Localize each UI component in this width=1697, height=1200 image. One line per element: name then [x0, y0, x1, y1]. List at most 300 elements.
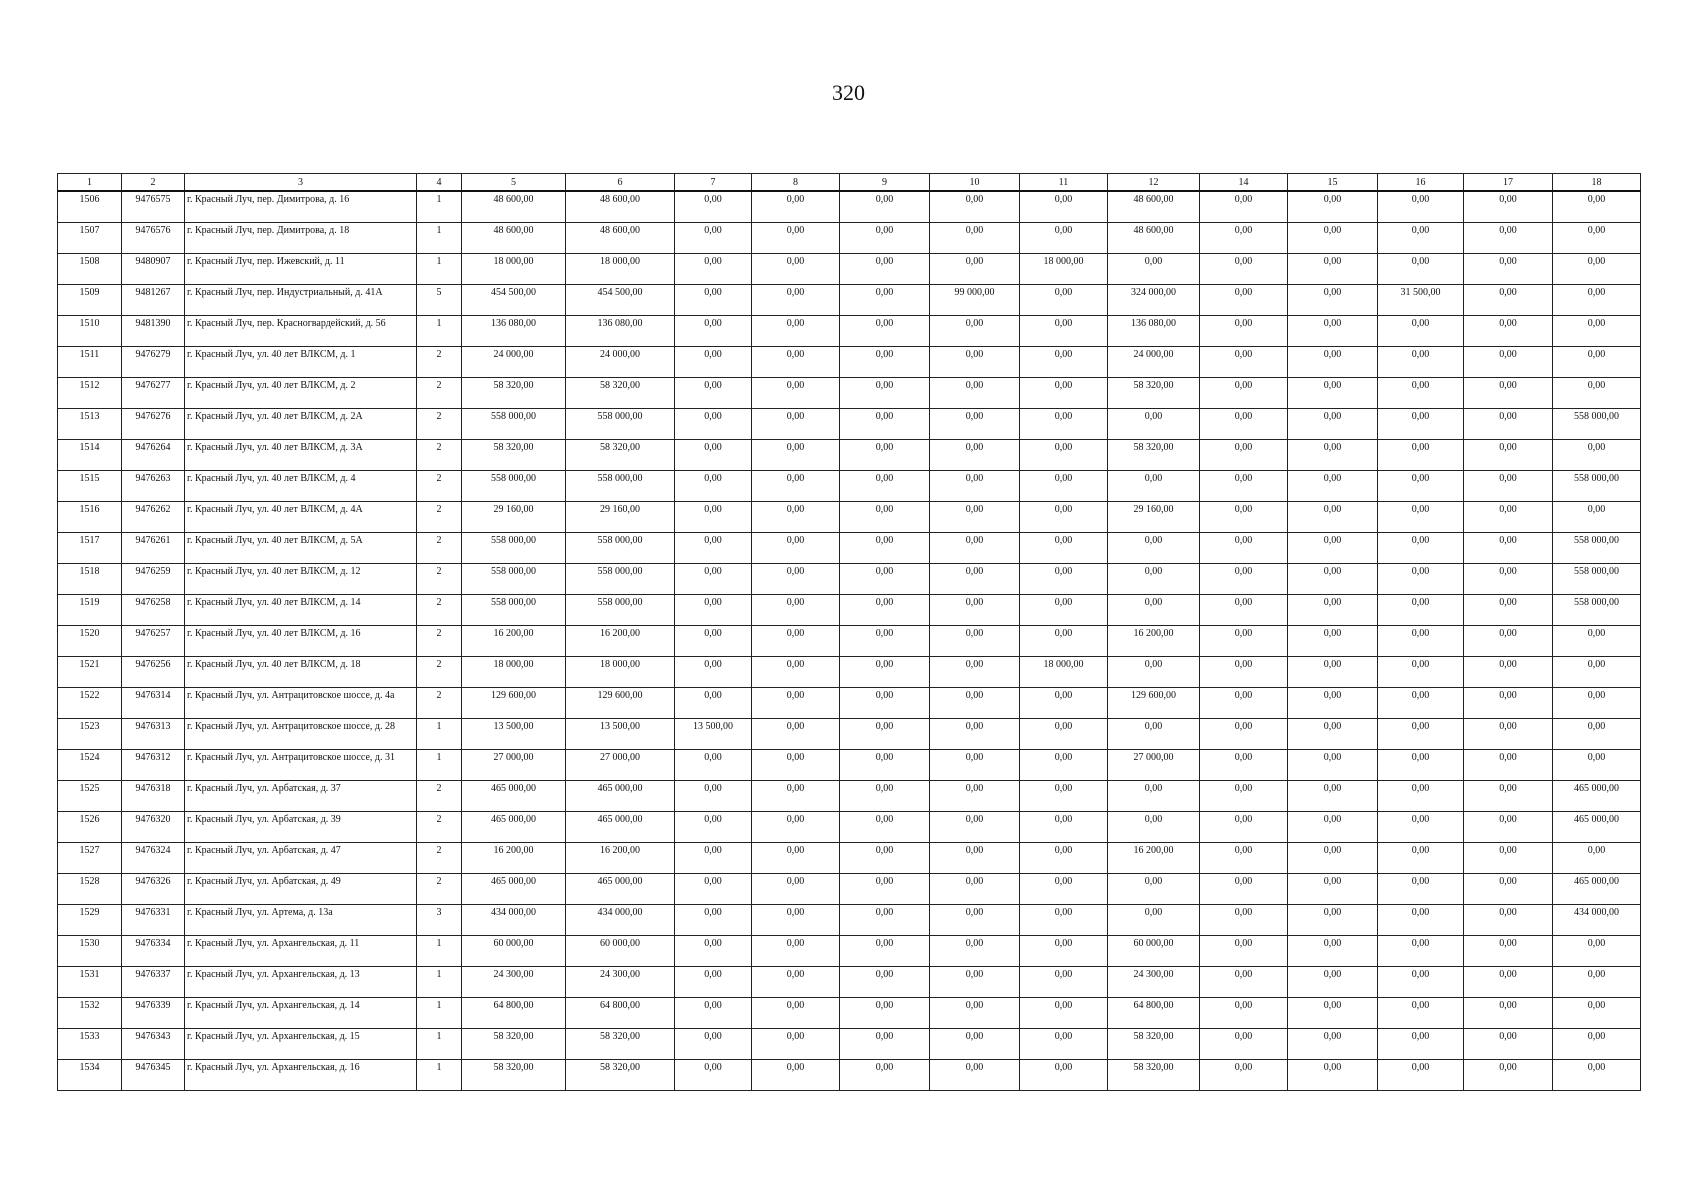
value-cell: 0,00 — [930, 315, 1020, 346]
value-cell: 0,00 — [1200, 842, 1288, 873]
value-cell: 0,00 — [1553, 191, 1641, 222]
value-cell: 0,00 — [1464, 501, 1553, 532]
row-number-cell: 1527 — [58, 842, 122, 873]
value-cell: 0,00 — [1200, 408, 1288, 439]
address-cell: г. Красный Луч, ул. 40 лет ВЛКСМ, д. 4 — [185, 470, 417, 501]
value-cell: 0,00 — [1553, 315, 1641, 346]
column-header: 15 — [1288, 174, 1378, 192]
row-number-cell: 1529 — [58, 904, 122, 935]
value-cell: 0,00 — [1378, 656, 1464, 687]
value-cell: 0,00 — [675, 408, 752, 439]
address-cell: г. Красный Луч, ул. Антрацитовское шоссе, д. 31 — [185, 749, 417, 780]
value-cell: 0,00 — [752, 532, 840, 563]
column-header: 7 — [675, 174, 752, 192]
address-cell: г. Красный Луч, ул. Архангельская, д. 11 — [185, 935, 417, 966]
value-cell: 0,00 — [1464, 904, 1553, 935]
value-cell: 0,00 — [675, 563, 752, 594]
value-cell: 0,00 — [1020, 873, 1108, 904]
value-cell: 18 000,00 — [566, 656, 675, 687]
value-cell: 0,00 — [1288, 594, 1378, 625]
table-row — [58, 563, 1641, 594]
value-cell: 0,00 — [1288, 253, 1378, 284]
value-cell: 0,00 — [1200, 966, 1288, 997]
value-cell: 0,00 — [1020, 811, 1108, 842]
value-cell: 2 — [417, 532, 462, 563]
value-cell: 434 000,00 — [566, 904, 675, 935]
value-cell: 0,00 — [1553, 346, 1641, 377]
value-cell: 0,00 — [1378, 470, 1464, 501]
value-cell: 0,00 — [1464, 222, 1553, 253]
value-cell: 558 000,00 — [566, 408, 675, 439]
value-cell: 0,00 — [1378, 1028, 1464, 1059]
value-cell: 0,00 — [1288, 811, 1378, 842]
value-cell: 0,00 — [930, 780, 1020, 811]
value-cell: 64 800,00 — [1108, 997, 1200, 1028]
value-cell: 0,00 — [1378, 997, 1464, 1028]
value-cell: 0,00 — [752, 625, 840, 656]
value-cell: 0,00 — [930, 997, 1020, 1028]
value-cell: 0,00 — [1020, 470, 1108, 501]
value-cell: 31 500,00 — [1378, 284, 1464, 315]
row-number-cell: 1528 — [58, 873, 122, 904]
value-cell: 0,00 — [1020, 346, 1108, 377]
value-cell: 558 000,00 — [1553, 470, 1641, 501]
value-cell: 0,00 — [1020, 191, 1108, 222]
table-row — [58, 408, 1641, 439]
value-cell: 0,00 — [1200, 470, 1288, 501]
value-cell: 0,00 — [840, 1028, 930, 1059]
value-cell: 465 000,00 — [566, 811, 675, 842]
address-cell: г. Красный Луч, ул. 40 лет ВЛКСМ, д. 2 — [185, 377, 417, 408]
value-cell: 0,00 — [840, 966, 930, 997]
value-cell: 0,00 — [675, 222, 752, 253]
object-code-cell: 9476326 — [122, 873, 185, 904]
value-cell: 0,00 — [752, 346, 840, 377]
value-cell: 2 — [417, 811, 462, 842]
value-cell: 0,00 — [1378, 408, 1464, 439]
value-cell: 0,00 — [1200, 501, 1288, 532]
table-row — [58, 439, 1641, 470]
row-number-cell: 1526 — [58, 811, 122, 842]
value-cell: 0,00 — [1200, 811, 1288, 842]
value-cell: 0,00 — [752, 253, 840, 284]
value-cell: 0,00 — [1288, 470, 1378, 501]
object-code-cell: 9476312 — [122, 749, 185, 780]
object-code-cell: 9480907 — [122, 253, 185, 284]
value-cell: 0,00 — [752, 687, 840, 718]
column-header: 3 — [185, 174, 417, 192]
value-cell: 0,00 — [1200, 904, 1288, 935]
value-cell: 558 000,00 — [462, 470, 566, 501]
value-cell: 2 — [417, 377, 462, 408]
value-cell: 0,00 — [1464, 191, 1553, 222]
value-cell: 1 — [417, 253, 462, 284]
value-cell: 0,00 — [1200, 687, 1288, 718]
table-row — [58, 1059, 1641, 1090]
value-cell: 465 000,00 — [1553, 873, 1641, 904]
value-cell: 0,00 — [675, 997, 752, 1028]
value-cell: 16 200,00 — [462, 625, 566, 656]
value-cell: 0,00 — [675, 470, 752, 501]
value-cell: 58 320,00 — [566, 439, 675, 470]
value-cell: 0,00 — [752, 718, 840, 749]
object-code-cell: 9476257 — [122, 625, 185, 656]
value-cell: 48 600,00 — [566, 222, 675, 253]
value-cell: 0,00 — [1464, 253, 1553, 284]
value-cell: 0,00 — [840, 346, 930, 377]
object-code-cell: 9476258 — [122, 594, 185, 625]
value-cell: 0,00 — [1288, 439, 1378, 470]
object-code-cell: 9476343 — [122, 1028, 185, 1059]
value-cell: 0,00 — [840, 191, 930, 222]
value-cell: 0,00 — [840, 532, 930, 563]
value-cell: 0,00 — [1553, 253, 1641, 284]
value-cell: 0,00 — [930, 718, 1020, 749]
value-cell: 0,00 — [1464, 439, 1553, 470]
page-number: 320 — [832, 80, 865, 105]
value-cell: 0,00 — [930, 253, 1020, 284]
address-cell: г. Красный Луч, ул. Архангельская, д. 16 — [185, 1059, 417, 1090]
value-cell: 0,00 — [1020, 966, 1108, 997]
column-header: 4 — [417, 174, 462, 192]
value-cell: 454 500,00 — [462, 284, 566, 315]
value-cell: 0,00 — [1553, 997, 1641, 1028]
value-cell: 0,00 — [1108, 470, 1200, 501]
value-cell: 0,00 — [1378, 1059, 1464, 1090]
object-code-cell: 9481390 — [122, 315, 185, 346]
value-cell: 1 — [417, 222, 462, 253]
row-number-cell: 1512 — [58, 377, 122, 408]
table-row — [58, 253, 1641, 284]
row-number-cell: 1516 — [58, 501, 122, 532]
address-cell: г. Красный Луч, ул. Архангельская, д. 15 — [185, 1028, 417, 1059]
value-cell: 0,00 — [1288, 935, 1378, 966]
value-cell: 1 — [417, 749, 462, 780]
row-number-cell: 1513 — [58, 408, 122, 439]
object-code-cell: 9476263 — [122, 470, 185, 501]
value-cell: 0,00 — [752, 656, 840, 687]
value-cell: 0,00 — [675, 1059, 752, 1090]
row-number-cell: 1524 — [58, 749, 122, 780]
value-cell: 0,00 — [1020, 501, 1108, 532]
row-number-cell: 1534 — [58, 1059, 122, 1090]
value-cell: 2 — [417, 625, 462, 656]
value-cell: 0,00 — [1378, 904, 1464, 935]
value-cell: 0,00 — [1464, 873, 1553, 904]
value-cell: 0,00 — [1200, 594, 1288, 625]
value-cell: 0,00 — [1200, 873, 1288, 904]
value-cell: 0,00 — [1288, 718, 1378, 749]
value-cell: 0,00 — [1108, 873, 1200, 904]
address-cell: г. Красный Луч, ул. 40 лет ВЛКСМ, д. 5А — [185, 532, 417, 563]
value-cell: 434 000,00 — [1553, 904, 1641, 935]
value-cell: 0,00 — [1288, 346, 1378, 377]
value-cell: 465 000,00 — [566, 780, 675, 811]
row-number-cell: 1517 — [58, 532, 122, 563]
column-header: 5 — [462, 174, 566, 192]
value-cell: 0,00 — [1108, 718, 1200, 749]
value-cell: 0,00 — [1020, 377, 1108, 408]
value-cell: 0,00 — [675, 501, 752, 532]
value-cell: 0,00 — [1378, 687, 1464, 718]
value-cell: 0,00 — [752, 470, 840, 501]
value-cell: 558 000,00 — [1553, 408, 1641, 439]
address-cell: г. Красный Луч, ул. Архангельская, д. 14 — [185, 997, 417, 1028]
value-cell: 465 000,00 — [566, 873, 675, 904]
value-cell: 0,00 — [1200, 346, 1288, 377]
value-cell: 0,00 — [1020, 563, 1108, 594]
register-table — [57, 173, 1641, 1091]
row-number-cell: 1520 — [58, 625, 122, 656]
value-cell: 558 000,00 — [1553, 532, 1641, 563]
value-cell: 0,00 — [1553, 625, 1641, 656]
object-code-cell: 9476345 — [122, 1059, 185, 1090]
object-code-cell: 9476314 — [122, 687, 185, 718]
value-cell: 0,00 — [1464, 780, 1553, 811]
value-cell: 0,00 — [675, 532, 752, 563]
value-cell: 64 800,00 — [462, 997, 566, 1028]
table-row — [58, 501, 1641, 532]
table-row — [58, 811, 1641, 842]
value-cell: 0,00 — [675, 284, 752, 315]
value-cell: 0,00 — [1288, 780, 1378, 811]
value-cell: 0,00 — [1108, 656, 1200, 687]
value-cell: 64 800,00 — [566, 997, 675, 1028]
value-cell: 0,00 — [840, 873, 930, 904]
value-cell: 1 — [417, 1059, 462, 1090]
table-row — [58, 749, 1641, 780]
value-cell: 0,00 — [930, 1028, 1020, 1059]
value-cell: 0,00 — [1108, 594, 1200, 625]
value-cell: 0,00 — [1464, 408, 1553, 439]
table-body — [58, 191, 1641, 1090]
value-cell: 0,00 — [1020, 997, 1108, 1028]
value-cell: 0,00 — [1020, 904, 1108, 935]
object-code-cell: 9476262 — [122, 501, 185, 532]
value-cell: 0,00 — [675, 842, 752, 873]
value-cell: 0,00 — [1378, 935, 1464, 966]
value-cell: 0,00 — [752, 904, 840, 935]
address-cell: г. Красный Луч, ул. Артема, д. 13а — [185, 904, 417, 935]
value-cell: 0,00 — [1108, 253, 1200, 284]
value-cell: 0,00 — [1020, 749, 1108, 780]
value-cell: 0,00 — [1378, 501, 1464, 532]
value-cell: 0,00 — [840, 842, 930, 873]
object-code-cell: 9476339 — [122, 997, 185, 1028]
value-cell: 0,00 — [1288, 904, 1378, 935]
value-cell: 0,00 — [1553, 1059, 1641, 1090]
table-row — [58, 284, 1641, 315]
value-cell: 0,00 — [1020, 1028, 1108, 1059]
row-number-cell: 1519 — [58, 594, 122, 625]
value-cell: 0,00 — [930, 346, 1020, 377]
value-cell: 0,00 — [1200, 439, 1288, 470]
address-cell: г. Красный Луч, ул. 40 лет ВЛКСМ, д. 14 — [185, 594, 417, 625]
value-cell: 13 500,00 — [675, 718, 752, 749]
value-cell: 465 000,00 — [462, 873, 566, 904]
value-cell: 0,00 — [1200, 222, 1288, 253]
value-cell: 58 320,00 — [462, 1059, 566, 1090]
value-cell: 465 000,00 — [1553, 780, 1641, 811]
value-cell: 0,00 — [930, 408, 1020, 439]
value-cell: 0,00 — [752, 191, 840, 222]
value-cell: 3 — [417, 904, 462, 935]
value-cell: 136 080,00 — [1108, 315, 1200, 346]
value-cell: 0,00 — [1288, 1059, 1378, 1090]
row-number-cell: 1531 — [58, 966, 122, 997]
value-cell: 0,00 — [840, 315, 930, 346]
column-header: 10 — [930, 174, 1020, 192]
value-cell: 0,00 — [1200, 253, 1288, 284]
value-cell: 0,00 — [1553, 718, 1641, 749]
value-cell: 0,00 — [675, 346, 752, 377]
value-cell: 0,00 — [930, 687, 1020, 718]
value-cell: 18 000,00 — [462, 656, 566, 687]
value-cell: 48 600,00 — [1108, 191, 1200, 222]
object-code-cell: 9476324 — [122, 842, 185, 873]
address-cell: г. Красный Луч, пер. Индустриальный, д. 41А — [185, 284, 417, 315]
value-cell: 0,00 — [1288, 749, 1378, 780]
value-cell: 0,00 — [1378, 625, 1464, 656]
value-cell: 454 500,00 — [566, 284, 675, 315]
value-cell: 2 — [417, 501, 462, 532]
value-cell: 0,00 — [1553, 1028, 1641, 1059]
value-cell: 2 — [417, 780, 462, 811]
value-cell: 0,00 — [840, 501, 930, 532]
value-cell: 0,00 — [840, 811, 930, 842]
value-cell: 0,00 — [840, 935, 930, 966]
value-cell: 0,00 — [1464, 532, 1553, 563]
value-cell: 60 000,00 — [462, 935, 566, 966]
address-cell: г. Красный Луч, пер. Ижевский, д. 11 — [185, 253, 417, 284]
value-cell: 0,00 — [1378, 780, 1464, 811]
value-cell: 0,00 — [1464, 656, 1553, 687]
table-row — [58, 997, 1641, 1028]
address-cell: г. Красный Луч, пер. Димитрова, д. 18 — [185, 222, 417, 253]
object-code-cell: 9476259 — [122, 563, 185, 594]
table-row — [58, 191, 1641, 222]
address-cell: г. Красный Луч, ул. 40 лет ВЛКСМ, д. 18 — [185, 656, 417, 687]
row-number-cell: 1521 — [58, 656, 122, 687]
value-cell: 48 600,00 — [462, 191, 566, 222]
row-number-cell: 1510 — [58, 315, 122, 346]
value-cell: 58 320,00 — [1108, 1059, 1200, 1090]
value-cell: 0,00 — [930, 470, 1020, 501]
value-cell: 58 320,00 — [1108, 377, 1200, 408]
value-cell: 2 — [417, 439, 462, 470]
object-code-cell: 9476318 — [122, 780, 185, 811]
column-header: 18 — [1553, 174, 1641, 192]
value-cell: 0,00 — [1553, 842, 1641, 873]
value-cell: 136 080,00 — [566, 315, 675, 346]
table-row — [58, 594, 1641, 625]
row-number-cell: 1509 — [58, 284, 122, 315]
value-cell: 0,00 — [1200, 1059, 1288, 1090]
address-cell: г. Красный Луч, ул. Антрацитовское шоссе, д. 4а — [185, 687, 417, 718]
value-cell: 0,00 — [752, 873, 840, 904]
address-cell: г. Красный Луч, ул. Арбатская, д. 49 — [185, 873, 417, 904]
table-row — [58, 935, 1641, 966]
value-cell: 0,00 — [1200, 625, 1288, 656]
value-cell: 0,00 — [1200, 563, 1288, 594]
value-cell: 0,00 — [1553, 687, 1641, 718]
table-row — [58, 842, 1641, 873]
value-cell: 0,00 — [675, 811, 752, 842]
value-cell: 0,00 — [1553, 501, 1641, 532]
value-cell: 0,00 — [752, 563, 840, 594]
address-cell: г. Красный Луч, ул. Антрацитовское шоссе, д. 28 — [185, 718, 417, 749]
value-cell: 0,00 — [752, 997, 840, 1028]
value-cell: 58 320,00 — [462, 377, 566, 408]
value-cell: 58 320,00 — [462, 439, 566, 470]
table-row — [58, 222, 1641, 253]
value-cell: 465 000,00 — [462, 811, 566, 842]
value-cell: 0,00 — [1288, 563, 1378, 594]
value-cell: 0,00 — [675, 594, 752, 625]
value-cell: 0,00 — [1288, 532, 1378, 563]
value-cell: 13 500,00 — [462, 718, 566, 749]
object-code-cell: 9476261 — [122, 532, 185, 563]
value-cell: 0,00 — [752, 749, 840, 780]
value-cell: 1 — [417, 966, 462, 997]
table-row — [58, 687, 1641, 718]
value-cell: 0,00 — [840, 594, 930, 625]
value-cell: 0,00 — [840, 780, 930, 811]
address-cell: г. Красный Луч, ул. 40 лет ВЛКСМ, д. 2А — [185, 408, 417, 439]
row-number-cell: 1515 — [58, 470, 122, 501]
value-cell: 0,00 — [1108, 811, 1200, 842]
value-cell: 27 000,00 — [462, 749, 566, 780]
value-cell: 0,00 — [1553, 284, 1641, 315]
object-code-cell: 9476575 — [122, 191, 185, 222]
value-cell: 0,00 — [930, 625, 1020, 656]
value-cell: 29 160,00 — [1108, 501, 1200, 532]
value-cell: 0,00 — [752, 966, 840, 997]
value-cell: 2 — [417, 656, 462, 687]
table-row — [58, 625, 1641, 656]
value-cell: 0,00 — [752, 594, 840, 625]
value-cell: 24 300,00 — [566, 966, 675, 997]
column-header: 14 — [1200, 174, 1288, 192]
table-row — [58, 532, 1641, 563]
value-cell: 1 — [417, 718, 462, 749]
value-cell: 558 000,00 — [462, 408, 566, 439]
value-cell: 2 — [417, 842, 462, 873]
value-cell: 129 600,00 — [1108, 687, 1200, 718]
value-cell: 0,00 — [1378, 532, 1464, 563]
value-cell: 0,00 — [752, 1059, 840, 1090]
value-cell: 2 — [417, 346, 462, 377]
value-cell: 16 200,00 — [566, 842, 675, 873]
address-cell: г. Красный Луч, ул. 40 лет ВЛКСМ, д. 12 — [185, 563, 417, 594]
value-cell: 0,00 — [1108, 904, 1200, 935]
value-cell: 558 000,00 — [566, 594, 675, 625]
table-row — [58, 656, 1641, 687]
value-cell: 0,00 — [1020, 687, 1108, 718]
value-cell: 0,00 — [752, 315, 840, 346]
value-cell: 0,00 — [1020, 780, 1108, 811]
value-cell: 465 000,00 — [462, 780, 566, 811]
value-cell: 0,00 — [1553, 222, 1641, 253]
value-cell: 0,00 — [675, 377, 752, 408]
value-cell: 0,00 — [1464, 377, 1553, 408]
value-cell: 0,00 — [1464, 563, 1553, 594]
value-cell: 0,00 — [1288, 377, 1378, 408]
value-cell: 27 000,00 — [1108, 749, 1200, 780]
value-cell: 2 — [417, 563, 462, 594]
value-cell: 0,00 — [752, 408, 840, 439]
object-code-cell: 9476276 — [122, 408, 185, 439]
